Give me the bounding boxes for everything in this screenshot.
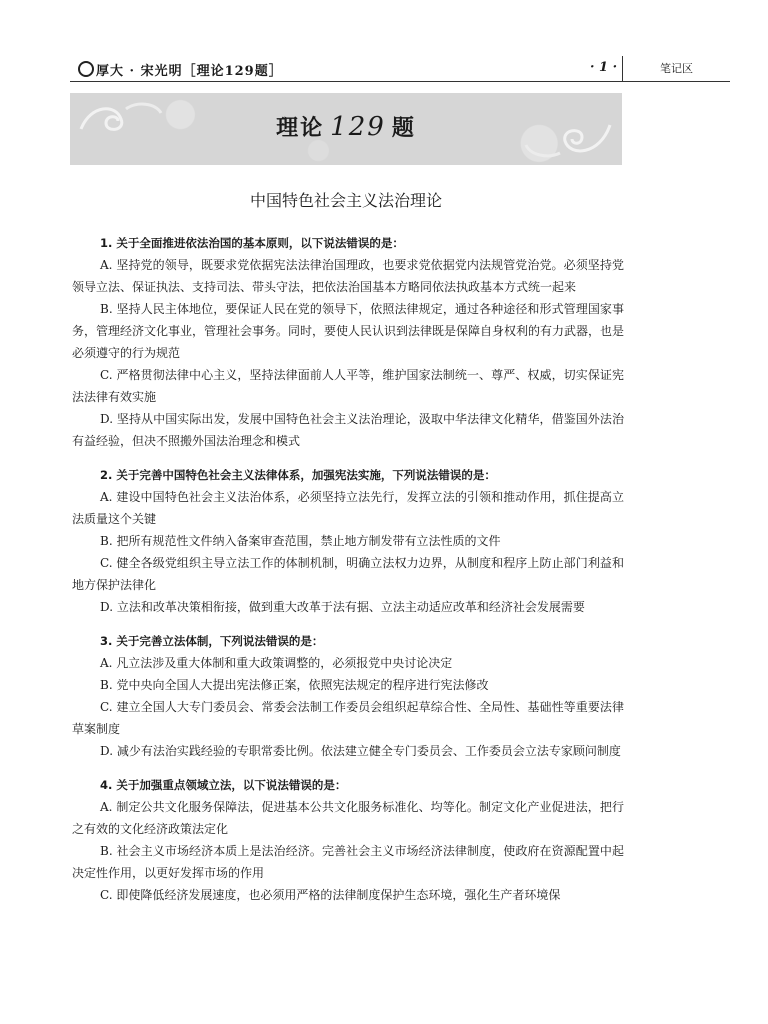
option-d: D. 坚持从中国实际出发，发展中国特色社会主义法治理论，汲取中华法律文化精华，借鉴国外法治有益经验，但决不照搬外国法治理念和模式 xyxy=(72,412,624,448)
option-c: C. 健全各级党组织主导立法工作的体制机制，明确立法权力边界，从制度和程序上防止部门利益和地方保护法律化 xyxy=(72,556,624,592)
option-b: B. 坚持人民主体地位，要保证人民在党的领导下，依照法律规定，通过各种途径和形式管理国家事务，管理经济文化事业，管理社会事务。同时，要使人民认识到法律既是保障自身权利的有力武器，也是必须遵守的行为规范 xyxy=(72,302,625,360)
option-b: B. 把所有规范性文件纳入备案审查范围，禁止地方制发带有立法性质的文件 xyxy=(100,534,501,548)
question-item xyxy=(72,774,624,906)
question-item xyxy=(72,232,624,452)
question-stem: 4. 关于加强重点领域立法，以下说法错误的是： xyxy=(100,778,347,792)
page-number: · 1 · xyxy=(590,60,618,75)
option-b: B. 党中央向全国人大提出宪法修正案，依照宪法规定的程序进行宪法修改 xyxy=(100,678,489,692)
brand-text: 厚大 · 宋光明［理论129题］ xyxy=(96,64,283,79)
option-a: A. 制定公共文化服务保障法，促进基本公共文化服务标准化、均等化。制定文化产业促进法，把行之有效的文化经济政策法定化 xyxy=(72,800,624,836)
publisher-logo-icon xyxy=(78,61,94,77)
header-rule xyxy=(70,81,730,82)
notes-area-label: 笔记区 xyxy=(660,62,693,75)
section-title: 中国特色社会主义法治理论 xyxy=(249,191,442,210)
option-a: A. 坚持党的领导，既要求党依据宪法法律治国理政，也要求党依据党内法规管党治党。必须坚持党领导立法、保证执法、支持司法、带头守法，把依法治国基本方略同依法执政基本方式统一起来 xyxy=(72,258,624,294)
book-title-number: 129 xyxy=(330,112,386,142)
question-stem: 2. 关于完善中国特色社会主义法律体系，加强宪法实施，下列说法错误的是： xyxy=(100,468,496,482)
question-stem: 3. 关于完善立法体制，下列说法错误的是： xyxy=(100,634,324,648)
header-divider xyxy=(622,56,623,82)
option-a: A. 凡立法涉及重大体制和重大政策调整的，必须报党中央讨论决定 xyxy=(100,656,453,670)
running-header xyxy=(70,56,730,84)
book-title-prefix: 理论 xyxy=(276,115,325,141)
option-d: D. 立法和改革决策相衔接，做到重大改革于法有据、立法主动适应改革和经济社会发展需要 xyxy=(100,600,585,614)
option-c: C. 即使降低经济发展速度，也必须用严格的法律制度保护生态环境，强化生产者环境保 xyxy=(100,888,561,902)
question-item xyxy=(72,464,624,618)
question-stem: 1. 关于全面推进依法治国的基本原则，以下说法错误的是： xyxy=(100,236,404,250)
option-b: B. 社会主义市场经济本质上是法治经济。完善社会主义市场经济法律制度，使政府在资源配置中起决定性作用，以更好发挥市场的作用 xyxy=(72,844,624,880)
option-c: C. 建立全国人大专门委员会、常委会法制工作委员会组织起草综合性、全局性、基础性等重要法律草案制度 xyxy=(72,700,624,736)
running-header-brand xyxy=(78,60,283,79)
option-c: C. 严格贯彻法律中心主义，坚持法律面前人人平等，维护国家法制统一、尊严、权威，切实保证宪法法律有效实施 xyxy=(72,368,624,404)
book-title-suffix: 题 xyxy=(391,115,416,141)
question-item xyxy=(72,630,624,762)
option-a: A. 建设中国特色社会主义法治体系，必须坚持立法先行，发挥立法的引领和推动作用，抓住提高立法质量这个关键 xyxy=(72,490,624,526)
book-title xyxy=(70,111,622,142)
question-list xyxy=(72,232,624,906)
option-d: D. 减少有法治实践经验的专职常委比例。依法建立健全专门委员会、工作委员会立法专家顾问制度 xyxy=(100,744,621,758)
title-banner xyxy=(70,93,622,165)
